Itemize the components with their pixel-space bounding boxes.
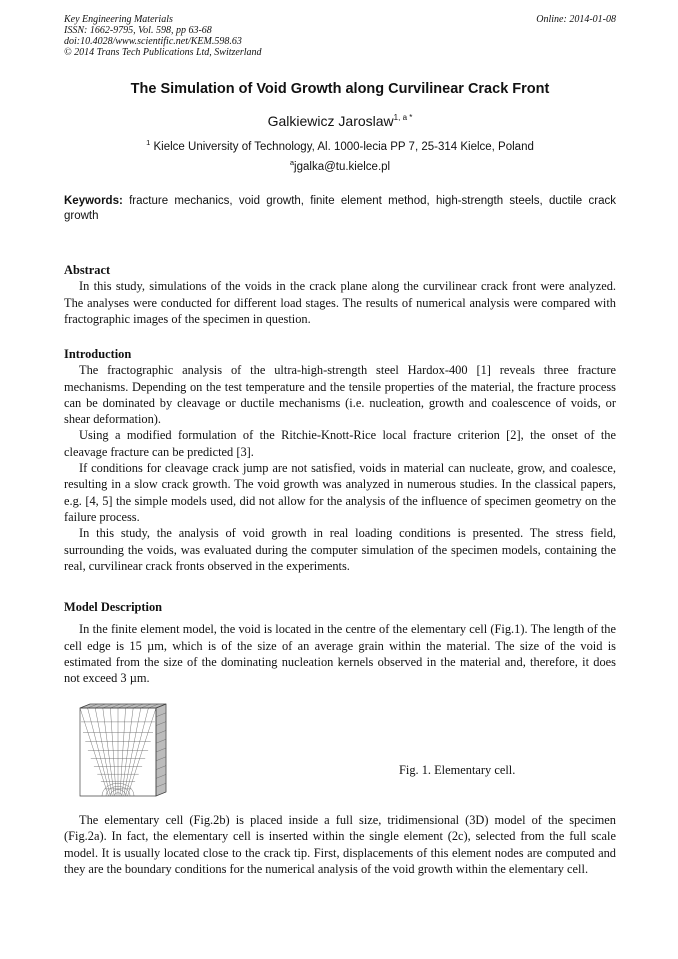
author-line	[64, 113, 616, 129]
introduction-paragraph: The fractographic analysis of the ultra-high-strength steel Hardox-400 [1] reveals three fracture mechanisms. Depending on the test temperature and the tensile properties of the material, the fracture process can be dominated by cleavage or ductile mechanisms (i.e. nucleation, growth and coalescence of voids, or shear deformation).	[64, 363, 616, 427]
abstract-section	[64, 262, 616, 327]
journal-copyright: © 2014 Trans Tech Publications Ltd, Switzerland	[64, 47, 262, 58]
email-address: jgalka@tu.kielce.pl	[294, 161, 391, 173]
figure-caption: Fig. 1. Elementary cell.	[399, 763, 516, 777]
abstract-heading: Abstract	[64, 263, 111, 277]
paper-title: The Simulation of Void Growth along Curvilinear Crack Front	[130, 81, 550, 97]
author-name: Galkiewicz Jaroslaw	[267, 113, 394, 129]
keywords	[64, 194, 616, 224]
model-description-heading: Model Description	[64, 600, 163, 614]
model-description-paragraph: In the finite element model, the void is located in the centre of the elementary cell (Fig.1). The length of the cell edge is 15 µm, which is of the size of an average grain within the material. The size of the void is estimated from the size of the dominating nucleation kernels observed in the material and, therefore, it does not exceed 3 µm.	[64, 622, 616, 686]
affiliation-superscript: 1	[146, 138, 151, 147]
affiliation-line	[64, 138, 616, 153]
affiliation-text: Kielce University of Technology, Al. 1000-lecia PP 7, 25-314 Kielce, Poland	[153, 141, 534, 153]
email-line	[64, 158, 616, 173]
model-description-section	[64, 599, 616, 686]
keywords-label: Keywords:	[64, 195, 123, 207]
journal-doi: doi:10.4028/www.scientific.net/KEM.598.63	[64, 36, 242, 47]
abstract-text: In this study, simulations of the voids in the crack plane along the curvilinear crack front were analyzed. The analyses were conducted for different load stages. The results of numerical analysis were compared with fractographic images of the specimen in question.	[64, 279, 616, 326]
introduction-section	[64, 346, 616, 574]
journal-issn: ISSN: 1662-9795, Vol. 598, pp 63-68	[64, 25, 212, 36]
introduction-paragraph: If conditions for cleavage crack jump are not satisfied, voids in material can nucleate, grow, and coalesce, resulting in a slow crack growth. The void growth was analyzed in numerous studies. In the classical papers, e.g. [4, 5] the simple models used, did not allow for the analysis of the influence of specimen geometry on the failure process.	[64, 461, 616, 524]
online-date: Online: 2014-01-08	[536, 14, 616, 25]
elementary-cell-figure	[78, 702, 168, 797]
journal-name: Key Engineering Materials	[64, 14, 173, 25]
keywords-text: fracture mechanics, void growth, finite element method, high-strength steels, ductile crack growth	[64, 195, 616, 222]
journal-header	[64, 14, 616, 58]
model-continuation-section	[64, 812, 616, 877]
model-description-paragraph: The elementary cell (Fig.2b) is placed inside a full size, tridimensional (3D) model of the specimen (Fig.2a). In fact, the elementary cell is inserted within the single element (2c), selected from the full scale model. It is usually located close to the crack tip. First, displacements of this element nodes are computed and they are the boundary conditions for the numerical analysis of the void growth within the elementary cell.	[64, 813, 616, 876]
mesh-lines	[80, 704, 166, 796]
introduction-paragraph: In this study, the analysis of void growth in real loading conditions is presented. The stress field, surrounding the voids, was evaluated during the computer simulation of the specimen models, containing the real, curvilinear crack fronts observed in the experiments.	[64, 526, 616, 573]
introduction-heading: Introduction	[64, 347, 132, 361]
introduction-paragraph: Using a modified formulation of the Ritchie-Knott-Rice local fracture criterion [2], the onset of the cleavage fracture can be predicted [3].	[64, 428, 616, 459]
author-superscript: 1, a *	[393, 113, 413, 122]
email-superscript: a	[289, 158, 295, 167]
